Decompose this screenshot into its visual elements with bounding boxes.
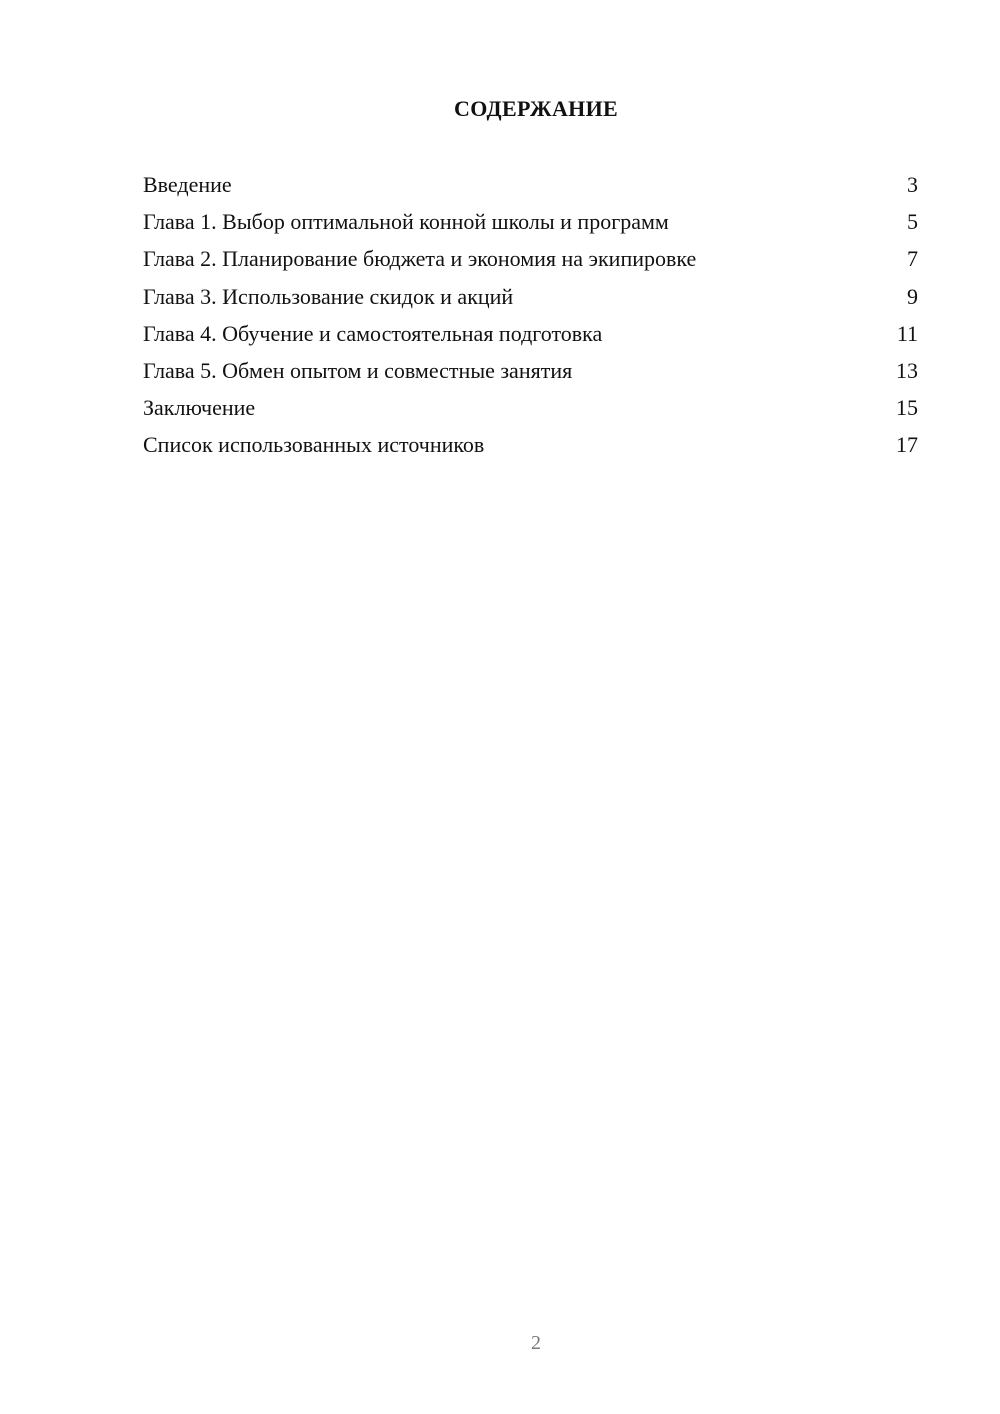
toc-item-chapter-4 (143, 319, 918, 356)
toc-item-chapter-5 (143, 356, 918, 393)
toc-item-label: Глава 4. Обучение и самостоятельная подготовка (143, 320, 603, 346)
toc-item-label: Заключение (143, 395, 256, 421)
toc-item-page: 15 (896, 395, 918, 421)
toc-item-page: 3 (907, 172, 918, 197)
page-number: 2 (531, 1332, 541, 1354)
toc-item-label: Глава 3. Использование скидок и акций (143, 283, 514, 309)
toc-item-page: 9 (907, 283, 918, 309)
toc-item-label: Введение (143, 172, 232, 197)
toc-item-label: Глава 5. Обмен опытом и совместные занятия (143, 357, 573, 383)
toc-item-page: 17 (896, 432, 918, 458)
toc-item-introduction (143, 170, 918, 207)
toc-item-label: Список использованных источников (143, 432, 485, 458)
toc-item-chapter-3 (143, 282, 918, 319)
toc-item-page: 5 (907, 209, 918, 235)
toc-item-chapter-2 (143, 244, 918, 281)
toc-title: СОДЕРЖАНИЕ (454, 96, 618, 121)
table-of-contents (143, 170, 918, 468)
toc-item-chapter-1 (143, 207, 918, 244)
toc-item-page: 7 (907, 246, 918, 272)
toc-item-label: Глава 1. Выбор оптимальной конной школы и программ (143, 209, 669, 235)
toc-item-label: Глава 2. Планирование бюджета и экономия на экипировке (143, 246, 697, 272)
toc-item-page: 11 (896, 320, 918, 346)
toc-item-conclusion (143, 393, 918, 430)
toc-item-references (143, 430, 918, 467)
toc-item-page: 13 (896, 357, 918, 383)
